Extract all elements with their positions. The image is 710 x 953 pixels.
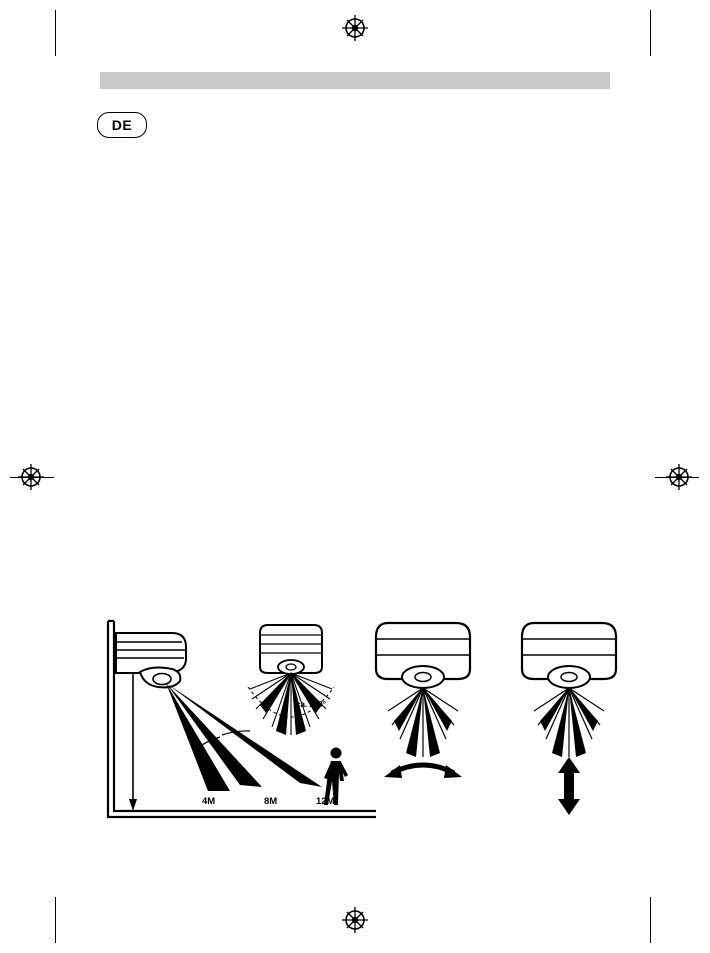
figure-top-view-240 xyxy=(248,625,334,735)
registration-target-icon-left xyxy=(18,464,44,490)
registration-target-icon-bottom xyxy=(342,907,368,933)
figure-group xyxy=(100,615,630,830)
figure1-angle-label: ca. 240° xyxy=(296,700,326,709)
sensor-housing-side xyxy=(116,633,186,687)
figure1-label-12m: 12M xyxy=(316,796,335,807)
figure-horizontal-swivel xyxy=(376,623,470,778)
crop-mark-top-right-vertical xyxy=(650,10,651,56)
figure-vertical-tilt xyxy=(522,623,616,815)
figure1-label-4m: 4M xyxy=(202,796,216,807)
registration-target-icon-top xyxy=(342,15,368,41)
figure1-label-8m: 8M xyxy=(264,796,278,807)
crop-mark-bottom-left-vertical xyxy=(55,897,56,943)
crop-mark-bottom-right-vertical xyxy=(650,897,651,943)
figures-svg xyxy=(100,615,630,830)
figure-side-detection-range xyxy=(108,621,376,817)
language-badge-label: DE xyxy=(111,117,133,133)
language-badge xyxy=(97,112,147,138)
section-header-bar xyxy=(100,72,610,89)
registration-target-icon-right xyxy=(666,464,692,490)
crop-mark-top-left-vertical xyxy=(55,10,56,56)
